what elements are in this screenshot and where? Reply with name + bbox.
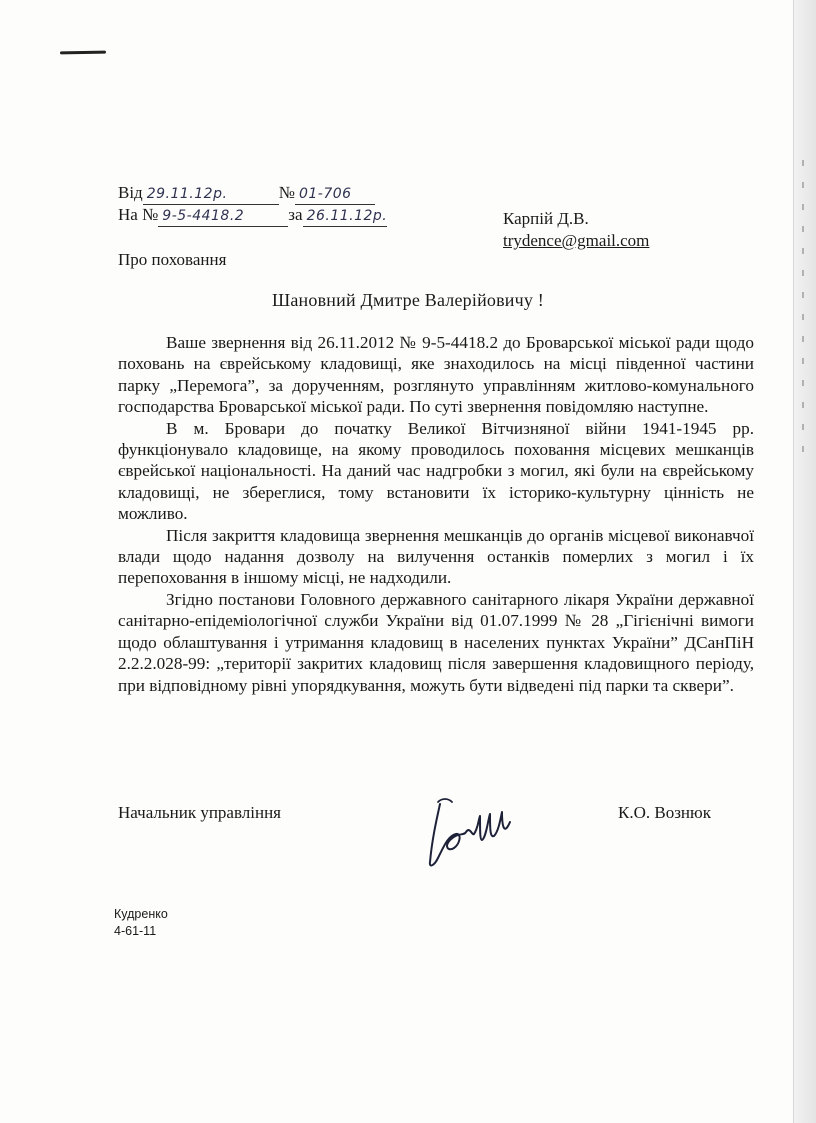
executor-block	[114, 906, 168, 940]
reference-date-label: за	[288, 205, 303, 224]
pen-stroke-mark	[60, 51, 106, 55]
salutation: Шановний Дмитре Валерійовичу !	[272, 290, 544, 310]
reference-registration	[118, 205, 387, 227]
recipient-email: trydence@gmail.com	[503, 231, 650, 250]
letter-body	[118, 332, 754, 696]
handwritten-signature	[418, 792, 518, 872]
body-paragraph: Після закриття кладовища звернення мешканців до органів місцевої виконавчої влади щодо надання дозволу на вилучення останків померлих з могил і їх перепоховання в іншому місці, не надходили.	[118, 525, 754, 588]
reference-number-handwritten: 9-5-4418.2	[158, 206, 288, 227]
outgoing-registration	[118, 183, 375, 205]
recipient-block	[503, 208, 649, 252]
recipient-name: Карпій Д.В.	[503, 209, 589, 228]
scan-edge	[793, 0, 816, 1123]
number-label: №	[278, 183, 295, 202]
outgoing-date-handwritten: 29.11.12р.	[143, 184, 279, 205]
reference-date-handwritten: 26.11.12р.	[303, 206, 387, 227]
letter-subject: Про поховання	[118, 250, 227, 269]
body-paragraph: В м. Бровари до початку Великої Вітчизняної війни 1941-1945 рр. функціонувало кладовище, на якому проводилось поховання місцевих мешканців єврейської національності. На даний час надгробки з могил, які були на єврейському кладовищі, не збереглися, тому встановити їх історико-культурну цінність не можливо.	[118, 418, 754, 524]
signer-position: Начальник управління	[118, 803, 281, 822]
executor-phone: 4-61-11	[114, 924, 157, 938]
outgoing-number-handwritten: 01-706	[295, 184, 375, 205]
body-paragraph: Ваше звернення від 26.11.2012 № 9-5-4418.2 до Броварської міської ради щодо поховань на єврейському кладовищі, яке знаходилось на місці південної частини парку „Перемога”, за дорученням, розглянуто управлінням житлово-комунального господарства Броварської міської ради. По суті звернення повідомляю наступне.	[118, 333, 754, 417]
signer-name: К.О. Вознюк	[618, 803, 711, 822]
body-paragraph: Згідно постанови Головного державного санітарного лікаря України державної санітарно-епідеміологічної служби України від 01.07.1999 № 28 „Гігієнічні вимоги щодо облаштування і утримання кладовищ в населених пунктах України” ДСанПіН 2.2.2.028-99: „території закритих кладовищ після завершення кладовищного періоду, при відповідному рівні упорядкування, можуть бути відведені під парки та сквери”.	[118, 589, 754, 695]
reference-label: На №	[118, 205, 159, 224]
from-label: Від	[118, 183, 143, 202]
executor-name: Кудренко	[114, 907, 168, 921]
